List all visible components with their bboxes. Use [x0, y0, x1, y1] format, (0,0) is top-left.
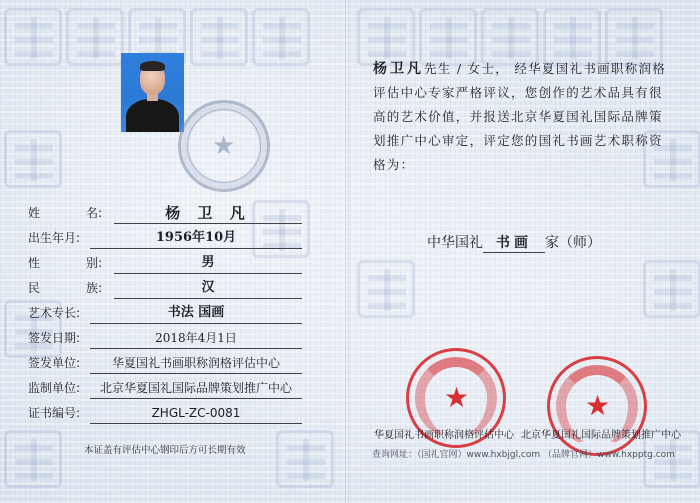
- field-value: 汉: [114, 278, 302, 299]
- certification-paragraph: [373, 57, 673, 177]
- seal-caption-2: 北京华夏国礼国际品牌策划推广中心: [521, 430, 681, 441]
- watermark-seal-icon: [643, 260, 700, 318]
- awarded-title: [427, 232, 647, 253]
- field-value: 华夏国礼书画职称润格评估中心: [90, 353, 302, 374]
- watermark-seal-icon: [276, 430, 334, 488]
- star-icon: ★: [212, 131, 236, 161]
- certification-text: 先生 / 女士， 经华夏国礼书画职称润格评估中心专家严格评议，您创作的艺术品具有很高的艺术价值，并报送北京华夏国礼国际品牌策划推广中心审定，评定您的国礼书画艺术职称资格为：: [373, 61, 667, 172]
- red-seal-promotion-center: [547, 356, 647, 456]
- field-label: 姓: [28, 206, 41, 220]
- field-label: 别:: [86, 256, 103, 270]
- title-suffix: 家（师）: [545, 235, 601, 251]
- field-value: 1956年10月: [90, 228, 302, 249]
- title-prefix: 中华国礼: [427, 235, 483, 251]
- star-icon: ★: [585, 389, 611, 422]
- field-value: 书法 国画: [90, 303, 302, 324]
- field-label: 艺术专长:: [28, 306, 81, 320]
- field-value: 北京华夏国礼国际品牌策划推广中心: [90, 378, 302, 399]
- star-icon: ★: [444, 381, 470, 414]
- watermark-seal-icon: [357, 260, 415, 318]
- portrait-photo: [121, 53, 184, 132]
- field-value: 杨 卫 凡: [114, 203, 302, 224]
- watermark-seal-icon: [4, 430, 62, 488]
- field-label: 名:: [86, 206, 103, 220]
- field-value: ZHGL-ZC-0081: [90, 403, 302, 424]
- field-label: 证书编号:: [28, 406, 81, 420]
- field-label: 监制单位:: [28, 381, 81, 395]
- validity-note: 本证盖有评估中心钢印后方可长期有效: [84, 445, 246, 456]
- field-label: 签发单位:: [28, 356, 81, 370]
- field-label: 民: [28, 281, 41, 295]
- watermark-seal-icon: [4, 130, 62, 188]
- center-fold: [345, 0, 349, 503]
- website-line: 查询网址：（国礼官网）www.hxbjgl.com （品牌官网）www.hxpptg.com: [372, 450, 675, 460]
- watermark-seal-icon: [4, 8, 62, 66]
- field-label: 性: [28, 256, 41, 270]
- watermark-seal-icon: [190, 8, 248, 66]
- embossed-steel-seal: [178, 100, 270, 192]
- recipient-name: 杨卫凡: [373, 61, 424, 77]
- title-value: 书画: [483, 232, 545, 253]
- field-value: 男: [114, 253, 302, 274]
- field-label: 族:: [86, 281, 103, 295]
- seal-caption-1: 华夏国礼书画职称润格评估中心: [374, 430, 514, 441]
- field-label: 出生年月:: [28, 231, 81, 245]
- field-value: 2018年4月1日: [90, 328, 302, 349]
- field-label: 签发日期:: [28, 331, 81, 345]
- watermark-seal-icon: [66, 8, 124, 66]
- watermark-seal-icon: [252, 8, 310, 66]
